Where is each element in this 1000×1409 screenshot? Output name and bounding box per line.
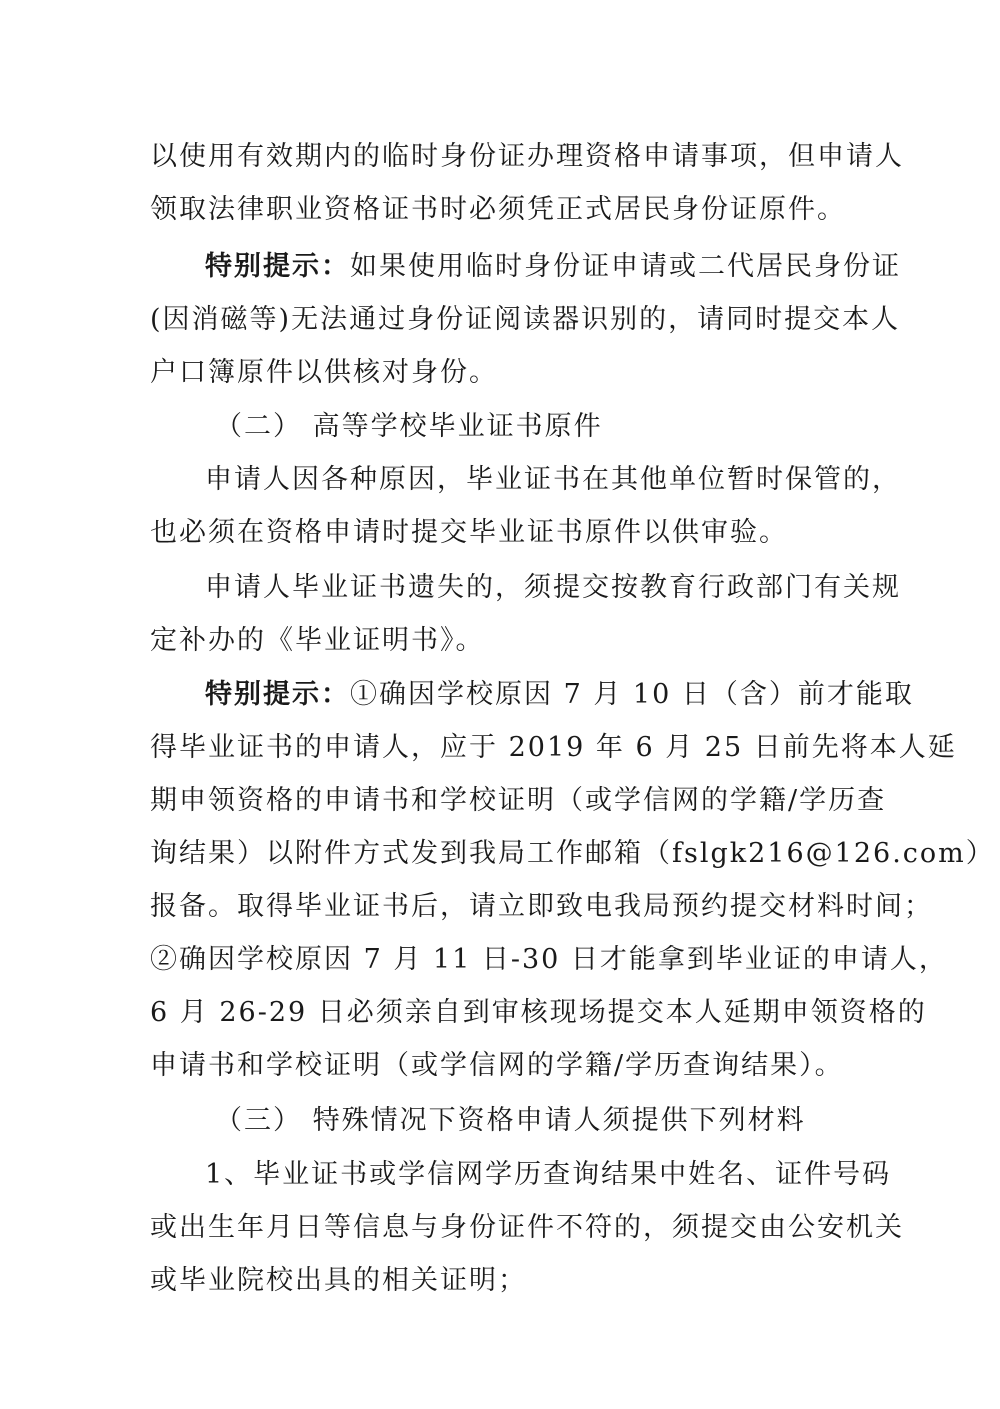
body-line: 定补办的《毕业证明书》。 (150, 625, 485, 656)
body-line: 以使用有效期内的临时身份证办理资格申请事项，但申请人 (150, 141, 904, 172)
body-line: 户口簿原件以供核对身份。 (150, 357, 498, 388)
body-line: ①确因学校原因 7 月 10 日（含）前才能取 (350, 679, 914, 710)
body-line: 期申领资格的申请书和学校证明（或学信网的学籍/学历查 (150, 785, 887, 816)
body-line: 申请书和学校证明（或学信网的学籍/学历查询结果）。 (150, 1050, 844, 1081)
section-heading-3: （三） 特殊情况下资格申请人须提供下列材料 (215, 1105, 806, 1136)
special-tip-paragraph (205, 250, 901, 284)
body-line: 或毕业院校出具的相关证明； (150, 1265, 527, 1296)
body-line: 申请人毕业证书遗失的，须提交按教育行政部门有关规 (205, 572, 901, 603)
body-line: 申请人因各种原因，毕业证书在其他单位暂时保管的， (205, 464, 901, 495)
special-tip-label: 特别提示： (205, 679, 350, 710)
body-line: 6 月 26-29 日必须亲自到审核现场提交本人延期申领资格的 (150, 997, 927, 1028)
body-line: ②确因学校原因 7 月 11 日-30 日才能拿到毕业证的申请人， (150, 944, 948, 975)
body-line: 得毕业证书的申请人，应于 2019 年 6 月 25 日前先将本人延 (150, 732, 957, 763)
body-line: 1、毕业证书或学信网学历查询结果中姓名、证件号码 (205, 1159, 892, 1190)
body-line: 或出生年月日等信息与身份证件不符的，须提交由公安机关 (150, 1212, 904, 1243)
section-heading-2: （二） 高等学校毕业证书原件 (215, 411, 603, 442)
body-line: 如果使用临时身份证申请或二代居民身份证 (350, 251, 901, 282)
body-line: 也必须在资格申请时提交毕业证书原件以供审验。 (150, 517, 788, 548)
body-line: 报备。取得毕业证书后，请立即致电我局预约提交材料时间； (150, 891, 933, 922)
body-line: (因消磁等)无法通过身份证阅读器识别的，请同时提交本人 (150, 304, 901, 335)
body-line: 领取法律职业资格证书时必须凭正式居民身份证原件。 (150, 194, 846, 225)
special-tip-paragraph-2 (205, 678, 914, 712)
special-tip-label: 特别提示： (205, 251, 350, 282)
body-line: 询结果）以附件方式发到我局工作邮箱（fslgk216@126.com） (150, 838, 995, 869)
